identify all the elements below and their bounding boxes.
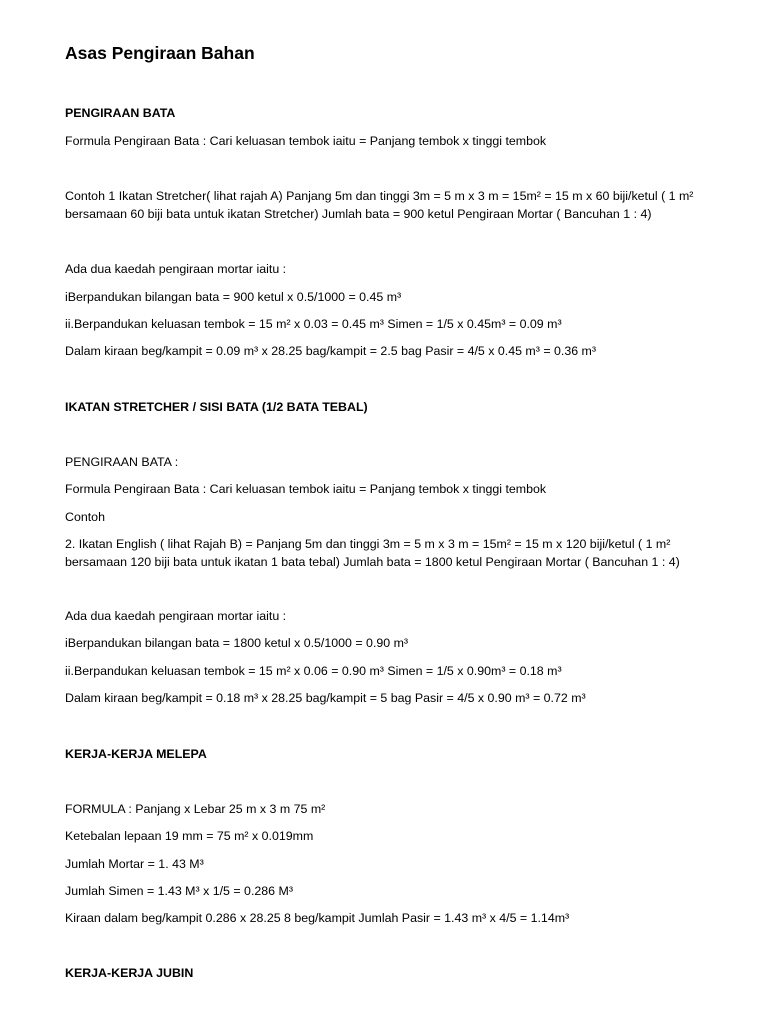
formula-text: FORMULA : Panjang x Lebar 25 m x 3 m 75 m² [65, 802, 326, 816]
methods-intro-text: Ada dua kaedah pengiraan mortar iaitu : [65, 262, 287, 276]
example-text-line2: bersamaan 60 biji bata untuk ikatan Stretcher) Jumlah bata = 900 ketul Pengiraan Mortar ( Bancuhan 1 : 4) [65, 207, 652, 221]
subheading-text: PENGIRAAN BATA : [65, 455, 179, 469]
example-text-line1: Contoh 1 Ikatan Stretcher( lihat rajah A) Panjang 5m dan tinggi 3m = 5 m x 3 m = 15m² = 15 m x 60 biji/ketul ( 1 m² [65, 189, 694, 203]
method2-text: ii.Berpandukan keluasan tembok = 15 m² x 0.06 = 0.90 m³ Simen = 1/5 x 0.90m³ = 0.18 m³ [65, 664, 562, 678]
document-title: Asas Pengiraan Bahan [65, 43, 255, 63]
formula-text: Formula Pengiraan Bata : Cari keluasan tembok iaitu = Panjang tembok x tinggi tembok [65, 134, 547, 148]
bags-text: Dalam kiraan beg/kampit = 0.18 m³ x 28.25 bag/kampit = 5 bag Pasir = 4/5 x 0.90 m³ = 0.72 m³ [65, 691, 586, 705]
section-heading-kerja-melepa: KERJA-KERJA MELEPA [65, 747, 207, 761]
method1-text: iBerpandukan bilangan bata = 900 ketul x 0.5/1000 = 0.45 m³ [65, 290, 402, 304]
method1-text: iBerpandukan bilangan bata = 1800 ketul x 0.5/1000 = 0.90 m³ [65, 636, 409, 650]
example-label: Contoh [65, 510, 105, 524]
methods-intro-text: Ada dua kaedah pengiraan mortar iaitu : [65, 609, 287, 623]
bags-text: Kiraan dalam beg/kampit 0.286 x 28.25 8 beg/kampit Jumlah Pasir = 1.43 m³ x 4/5 = 1.14m³ [65, 911, 570, 925]
method2-text: ii.Berpandukan keluasan tembok = 15 m² x 0.03 = 0.45 m³ Simen = 1/5 x 0.45m³ = 0.09 m³ [65, 317, 562, 331]
formula-text: Formula Pengiraan Bata : Cari keluasan tembok iaitu = Panjang tembok x tinggi tembok [65, 482, 547, 496]
section-heading-kerja-jubin: KERJA-KERJA JUBIN [65, 966, 194, 980]
section-heading-ikatan-stretcher: IKATAN STRETCHER / SISI BATA (1/2 BATA TEBAL) [65, 400, 368, 414]
section-heading-pengiraan-bata: PENGIRAAN BATA [65, 106, 176, 120]
example-text-line1: 2. Ikatan English ( lihat Rajah B) = Panjang 5m dan tinggi 3m = 5 m x 3 m = 15m² = 15 m x 120 biji/ketul ( 1 m² [65, 537, 671, 551]
cement-total-text: Jumlah Simen = 1.43 M³ x 1/5 = 0.286 M³ [65, 884, 293, 898]
bags-text: Dalam kiraan beg/kampit = 0.09 m³ x 28.25 bag/kampit = 2.5 bag Pasir = 4/5 x 0.45 m³ = 0.36 m³ [65, 344, 597, 358]
thickness-text: Ketebalan lepaan 19 mm = 75 m² x 0.019mm [65, 829, 314, 843]
mortar-total-text: Jumlah Mortar = 1. 43 M³ [65, 857, 204, 871]
example-text-line2: bersamaan 120 biji bata untuk ikatan 1 bata tebal) Jumlah bata = 1800 ketul Pengiraan Mortar ( Bancuhan 1 : 4) [65, 555, 680, 569]
